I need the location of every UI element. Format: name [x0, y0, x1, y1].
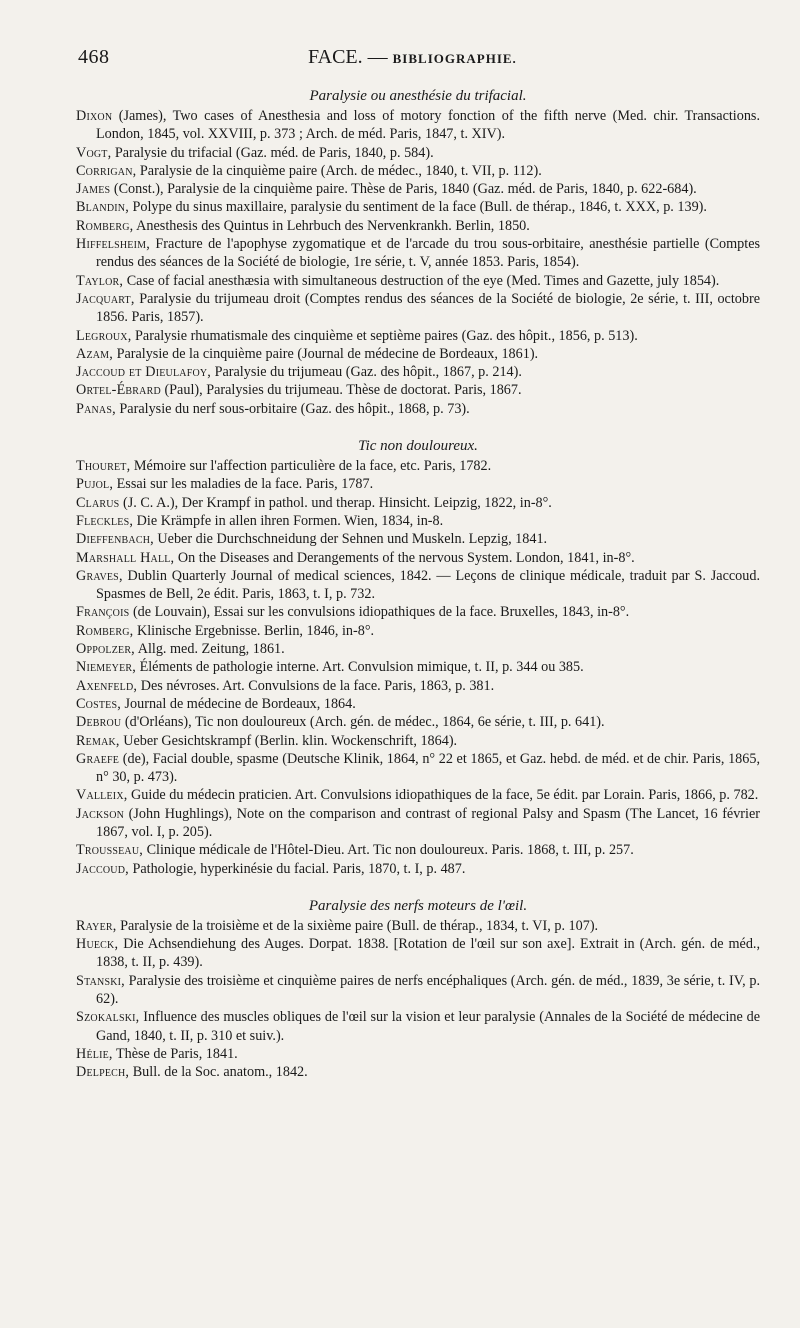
entry-author: Fleckles, — [76, 512, 134, 529]
bibliography-entry — [76, 530, 760, 548]
bibliography-entry — [76, 1063, 760, 1081]
entry-author: Panas, — [76, 400, 116, 417]
entry-author: Axenfeld, — [76, 677, 138, 694]
bibliography-entry — [76, 750, 760, 787]
entry-text: Guide du médecin praticien. Art. Convulsions idiopathiques de la face, 5e édit. par Lorain. Paris, 1866, p. 782. — [131, 787, 759, 804]
entry-author: James — [76, 181, 111, 198]
running-title-sub: BIBLIOGRAPHIE. — [392, 51, 517, 66]
bibliography-entry — [76, 180, 760, 198]
entry-text: Paralysie de la troisième et de la sixième paire (Bull. de thérap., 1834, t. VI, p. 107). — [120, 917, 599, 934]
bibliography-entry — [76, 567, 760, 604]
entry-text: Éléments de pathologie interne. Art. Convulsion mimique, t. II, p. 344 ou 385. — [139, 659, 584, 676]
entry-text: (James), Two cases of Anesthesia and loss of motory fonction of the fifth nerve (Med. chir. Transactions. London, 1845, vol. XXVIII, p. 373 ; Arch. de méd. Paris, 1847, t. XIV). — [96, 108, 760, 143]
entry-author: Thouret, — [76, 458, 131, 475]
entry-author: Clarus — [76, 494, 120, 511]
entry-text: Journal de médecine de Bordeaux, 1864. — [124, 695, 356, 712]
bibliography-entry — [76, 290, 760, 327]
bibliography-entry — [76, 198, 760, 216]
entry-author: Debrou — [76, 714, 122, 731]
entry-text: Paralysie des troisième et cinquième paires de nerfs encéphaliques (Arch. gén. de méd., 1839, 3e série, t. IV, p. 62). — [96, 972, 760, 1008]
entry-author: Blandin, — [76, 199, 129, 216]
section-title: Tic non douloureux. — [358, 438, 478, 455]
entry-text: (d'Orléans), Tic non douloureux (Arch. gén. de médec., 1864, 6e série, t. III, p. 641). — [124, 714, 605, 731]
bibliography-entry — [76, 549, 760, 567]
entry-author: Corrigan, — [76, 162, 137, 179]
entry-author: Marshall Hall, — [76, 549, 175, 566]
entry-author: Legroux, — [76, 327, 132, 344]
bibliography-entry — [76, 917, 760, 935]
entry-text: Die Krämpfe in allen ihren Formen. Wien, 1834, in-8. — [136, 512, 444, 529]
entry-author: Delpech, — [76, 1064, 130, 1081]
bibliography-entry — [76, 1045, 760, 1063]
entry-author: Romberg, — [76, 622, 134, 639]
bibliography-entry — [76, 400, 760, 418]
entry-text: Allg. med. Zeitung, 1861. — [137, 641, 285, 658]
entry-author: Hélie, — [76, 1045, 113, 1062]
bibliography-entry — [76, 494, 760, 512]
entry-author: Azam, — [76, 345, 114, 362]
bibliography-entry — [76, 327, 760, 345]
entry-text: Paralysie rhumatismale des cinquième et septième paires (Gaz. des hôpit., 1856, p. 513). — [135, 327, 638, 344]
entry-author: Dieffenbach, — [76, 531, 154, 548]
entry-text: Pathologie, hyperkinésie du facial. Paris, 1870, t. I, p. 487. — [132, 860, 466, 877]
entry-author: Remak, — [76, 732, 120, 749]
entry-author: Ortel-Ébrard — [76, 382, 161, 399]
bibliography-entry — [76, 217, 760, 235]
entry-text: On the Diseases and Derangements of the nervous System. London, 1841, in-8°. — [177, 549, 635, 566]
entry-text: Dublin Quarterly Journal of medical sciences, 1842. — Leçons de clinique médicale, traduit par S. Jaccoud. Spasmes de Bell, 2e édit. Paris, 1863, t. I, p. 732. — [96, 567, 760, 603]
entry-text: (J. C. A.), Der Krampf in pathol. und therap. Hinsicht. Leipzig, 1822, in-8°. — [123, 494, 552, 511]
entry-text: Bull. de la Soc. anatom., 1842. — [132, 1064, 308, 1081]
entry-text: Case of facial anesthæsia with simultaneous destruction of the eye (Med. Times and Gazette, july 1854). — [126, 272, 720, 289]
bibliography-entry — [76, 235, 760, 272]
bibliography-entry — [76, 457, 760, 475]
section-spacer — [76, 418, 760, 432]
entry-text: Clinique médicale de l'Hôtel-Dieu. Art. Tic non douloureux. Paris. 1868, t. III, p. 257. — [146, 842, 634, 859]
running-title-main: FACE. — [308, 46, 363, 68]
bibliography-entry — [76, 658, 760, 676]
entry-text: Paralysie du trifacial (Gaz. méd. de Paris, 1840, p. 584). — [114, 144, 434, 161]
entry-text: (Paul), Paralysies du trijumeau. Thèse de doctorat. Paris, 1867. — [164, 382, 522, 399]
bibliography-entry — [76, 732, 760, 750]
bibliography-entry — [76, 162, 760, 180]
entry-author: Jackson — [76, 805, 125, 822]
entry-author: Hiffelsheim, — [76, 236, 150, 253]
bibliography — [76, 88, 760, 1082]
entry-author: Rayer, — [76, 917, 117, 934]
bibliography-entry — [76, 1008, 760, 1045]
entry-text: (de Louvain), Essai sur les convulsions idiopathiques de la face. Bruxelles, 1843, in-8°. — [132, 604, 630, 621]
bibliography-entry — [76, 144, 760, 162]
entry-author: Taylor, — [76, 272, 124, 289]
entry-text: Paralysie du trijumeau droit (Comptes rendus des séances de la Société de biologie, 2e série, t. III, octobre 1856. Paris, 1857). — [96, 290, 760, 326]
entry-text: Des névroses. Art. Convulsions de la face. Paris, 1863, p. 381. — [140, 677, 495, 694]
entry-author: Stanski, — [76, 972, 125, 989]
bibliography-entry — [76, 972, 760, 1009]
entry-text: Die Achsendiehung des Auges. Dorpat. 1838. [Rotation de l'œil sur son axe]. Extrait in (Arch. gén. de méd., 1838, t. II, p. 439). — [96, 936, 761, 971]
entry-author: François — [76, 604, 130, 621]
entry-author: Hueck, — [76, 936, 119, 953]
entry-author: Graefe — [76, 750, 120, 767]
bibliography-entry — [76, 345, 760, 363]
bibliography-entry — [76, 512, 760, 530]
entry-author: Niemeyer, — [76, 659, 137, 676]
entry-text: Fracture de l'apophyse zygomatique et de l'arcade du trou sous-orbitaire, anesthésie partielle (Comptes rendus des séances de la Société de biologie, 1re série, t. V, année 1853. Paris, 1854). — [96, 236, 761, 271]
bibliography-entry — [76, 381, 760, 399]
bibliography-entry — [76, 622, 760, 640]
entry-author: Jacquart, — [76, 290, 135, 307]
running-title-dash: — — [367, 46, 388, 68]
entry-text: Paralysie de la cinquième paire (Arch. de médec., 1840, t. VII, p. 112). — [139, 162, 542, 179]
bibliography-entry — [76, 363, 760, 381]
page-header — [76, 46, 760, 78]
entry-text: Mémoire sur l'affection particulière de la face, etc. Paris, 1782. — [133, 458, 492, 475]
entry-text: Thèse de Paris, 1841. — [115, 1045, 238, 1062]
entry-author: Dixon — [76, 108, 113, 124]
entry-author: Jaccoud, — [76, 860, 129, 877]
entry-author: Vogt, — [76, 144, 112, 161]
entry-author: Jaccoud et Dieulafoy, — [76, 364, 212, 381]
entry-text: Klinische Ergebnisse. Berlin, 1846, in-8°. — [136, 622, 375, 639]
entry-author: Valleix, — [76, 787, 128, 804]
entry-text: Essai sur les maladies de la face. Paris, 1787. — [116, 476, 374, 493]
bibliography-entry — [76, 107, 760, 144]
entry-text: Anesthesis des Quintus in Lehrbuch des Nervenkrankh. Berlin, 1850. — [136, 217, 530, 234]
bibliography-entry — [76, 841, 760, 859]
running-title — [308, 46, 517, 69]
entry-text: (Const.), Paralysie de la cinquième paire. Thèse de Paris, 1840 (Gaz. méd. de Paris, 1840, p. 622-684). — [113, 181, 697, 198]
entry-author: Pujol, — [76, 476, 114, 493]
entry-text: (de), Facial double, spasme (Deutsche Klinik, 1864, n° 22 et 1865, et Gaz. hebd. de méd. et de chir. Paris, 1865, n° 30, p. 473). — [96, 750, 760, 786]
bibliography-entry — [76, 677, 760, 695]
bibliography-entry — [76, 272, 760, 290]
entry-text: Polype du sinus maxillaire, paralysie du sentiment de la face (Bull. de thérap., 1846, t. XXX, p. 139). — [132, 199, 707, 216]
bibliography-entry — [76, 695, 760, 713]
bibliography-entry — [76, 786, 760, 804]
bibliography-entry — [76, 640, 760, 658]
bibliography-entry — [76, 805, 760, 842]
entry-text: Ueber die Durchschneidung der Sehnen und Muskeln. Lepzig, 1841. — [157, 531, 548, 548]
entry-author: Szokalski, — [76, 1009, 140, 1026]
entry-text: Influence des muscles obliques de l'œil sur la vision et leur paralysie (Annales de la Société de médecine de Gand, 1840, t. II, p. 310 et suiv.). — [96, 1009, 761, 1044]
bibliography-entry — [76, 713, 760, 731]
section-title: Paralysie ou anesthésie du trifacial. — [309, 88, 527, 104]
section-spacer — [76, 878, 760, 892]
bibliography-entry — [76, 860, 760, 878]
bibliography-entry — [76, 935, 760, 972]
bibliography-entry — [76, 603, 760, 621]
entry-author: Romberg, — [76, 217, 134, 234]
entry-text: Paralysie du trijumeau (Gaz. des hôpit., 1867, p. 214). — [214, 364, 522, 381]
entry-text: (John Hughlings), Note on the comparison and contrast of regional Palsy and Spasm (The Lancet, 16 février 1867, vol. I, p. 205). — [96, 805, 760, 840]
entry-author: Graves, — [76, 567, 123, 584]
section-title: Paralysie des nerfs moteurs de l'œil. — [308, 897, 528, 914]
bibliography-entry — [76, 475, 760, 493]
entry-author: Oppolzer, — [76, 641, 135, 658]
entry-text: Paralysie du nerf sous-orbitaire (Gaz. des hôpit., 1868, p. 73). — [119, 400, 470, 417]
entry-author: Trousseau, — [76, 842, 144, 859]
page-number: 468 — [78, 46, 110, 68]
entry-text: Paralysie de la cinquième paire (Journal de médecine de Bordeaux, 1861). — [116, 345, 539, 362]
entry-author: Costes, — [76, 695, 121, 712]
entry-text: Ueber Gesichtskrampf (Berlin. klin. Wockenschrift, 1864). — [123, 732, 458, 749]
